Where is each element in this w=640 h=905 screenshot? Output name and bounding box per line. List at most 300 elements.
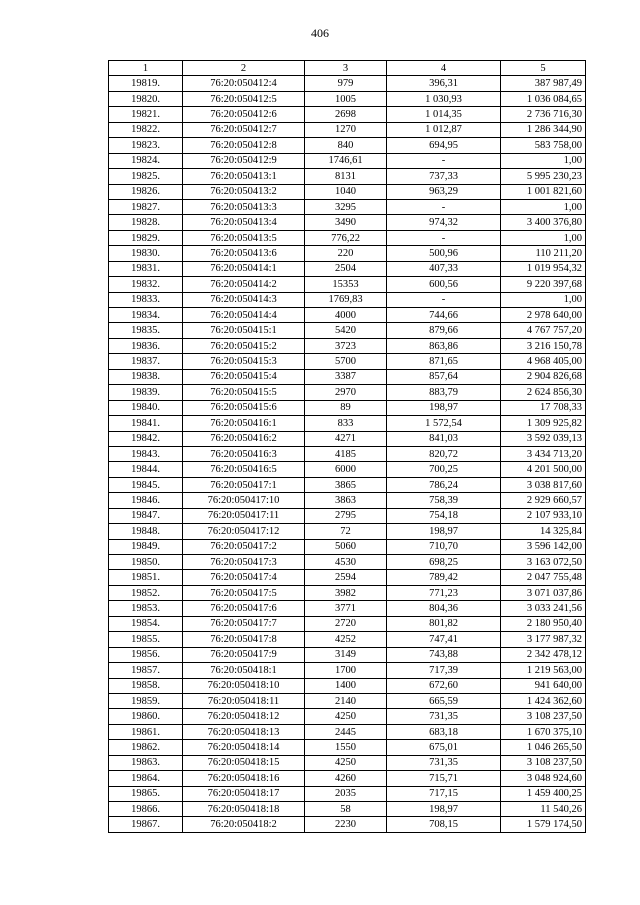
area-cell: 2795 (305, 508, 387, 523)
cadastral-value-cell: 1 459 400,25 (501, 786, 586, 801)
table-row (109, 292, 586, 307)
unit-value-cell: 744,66 (387, 308, 501, 323)
area-cell: 1746,61 (305, 153, 387, 168)
area-cell: 220 (305, 246, 387, 261)
table-row (109, 632, 586, 647)
row-number-cell: 19851. (109, 570, 183, 585)
unit-value-cell: 820,72 (387, 446, 501, 461)
unit-value-cell: 600,56 (387, 277, 501, 292)
cadastral-number-cell: 76:20:050414:2 (183, 277, 305, 292)
table-row (109, 477, 586, 492)
cadastral-value-cell: 4 201 500,00 (501, 462, 586, 477)
cadastral-value-cell: 2 736 716,30 (501, 107, 586, 122)
cadastral-value-cell: 3 216 150,78 (501, 338, 586, 353)
unit-value-cell: 715,71 (387, 771, 501, 786)
table-row (109, 508, 586, 523)
cadastral-number-cell: 76:20:050416:2 (183, 431, 305, 446)
cadastral-number-cell: 76:20:050413:2 (183, 184, 305, 199)
table-row (109, 246, 586, 261)
cadastral-number-cell: 76:20:050414:3 (183, 292, 305, 307)
cadastral-value-cell: 17 708,33 (501, 400, 586, 415)
area-cell: 2230 (305, 817, 387, 832)
table-row (109, 493, 586, 508)
cadastral-number-cell: 76:20:050416:1 (183, 416, 305, 431)
row-number-cell: 19835. (109, 323, 183, 338)
cadastral-value-cell: 3 033 241,56 (501, 601, 586, 616)
table-row (109, 369, 586, 384)
table-row (109, 431, 586, 446)
cadastral-value-cell: 4 968 405,00 (501, 354, 586, 369)
row-number-cell: 19843. (109, 446, 183, 461)
cadastral-number-cell: 76:20:050413:3 (183, 199, 305, 214)
row-number-cell: 19838. (109, 369, 183, 384)
area-cell: 2504 (305, 261, 387, 276)
cadastral-value-cell: 2 624 856,30 (501, 385, 586, 400)
cadastral-value-cell: 3 048 924,60 (501, 771, 586, 786)
cadastral-value-cell: 2 180 950,40 (501, 616, 586, 631)
unit-value-cell: 717,15 (387, 786, 501, 801)
unit-value-cell: - (387, 230, 501, 245)
unit-value-cell: 198,97 (387, 400, 501, 415)
row-number-cell: 19856. (109, 647, 183, 662)
cadastral-number-cell: 76:20:050413:6 (183, 246, 305, 261)
area-cell: 2035 (305, 786, 387, 801)
area-cell: 3865 (305, 477, 387, 492)
table-row (109, 215, 586, 230)
area-cell: 4185 (305, 446, 387, 461)
table-row (109, 786, 586, 801)
cadastral-number-cell: 76:20:050417:9 (183, 647, 305, 662)
row-number-cell: 19860. (109, 709, 183, 724)
row-number-cell: 19844. (109, 462, 183, 477)
cadastral-value-cell: 3 177 987,32 (501, 632, 586, 647)
area-cell: 840 (305, 138, 387, 153)
cadastral-number-cell: 76:20:050412:6 (183, 107, 305, 122)
row-number-cell: 19853. (109, 601, 183, 616)
row-number-cell: 19859. (109, 693, 183, 708)
unit-value-cell: 694,95 (387, 138, 501, 153)
cadastral-number-cell: 76:20:050415:1 (183, 323, 305, 338)
cadastral-value-cell: 14 325,84 (501, 524, 586, 539)
row-number-cell: 19827. (109, 199, 183, 214)
area-cell: 1270 (305, 122, 387, 137)
row-number-cell: 19848. (109, 524, 183, 539)
table-row (109, 338, 586, 353)
row-number-cell: 19865. (109, 786, 183, 801)
area-cell: 6000 (305, 462, 387, 477)
table-row (109, 555, 586, 570)
cadastral-number-cell: 76:20:050418:12 (183, 709, 305, 724)
unit-value-cell: 883,79 (387, 385, 501, 400)
area-cell: 1550 (305, 740, 387, 755)
table-row (109, 755, 586, 770)
unit-value-cell: 1 014,35 (387, 107, 501, 122)
unit-value-cell: 396,31 (387, 76, 501, 91)
cadastral-value-cell: 1 309 925,82 (501, 416, 586, 431)
unit-value-cell: 771,23 (387, 585, 501, 600)
cadastral-value-cell: 1 424 362,60 (501, 693, 586, 708)
row-number-cell: 19836. (109, 338, 183, 353)
cadastral-number-cell: 76:20:050415:2 (183, 338, 305, 353)
cadastral-value-cell: 583 758,00 (501, 138, 586, 153)
cadastral-value-cell: 3 038 817,60 (501, 477, 586, 492)
unit-value-cell: 974,32 (387, 215, 501, 230)
cadastral-value-cell: 3 434 713,20 (501, 446, 586, 461)
unit-value-cell: 879,66 (387, 323, 501, 338)
cadastral-value-cell: 2 978 640,00 (501, 308, 586, 323)
cadastral-value-cell: 1,00 (501, 199, 586, 214)
unit-value-cell: 675,01 (387, 740, 501, 755)
area-cell: 2698 (305, 107, 387, 122)
cadastral-number-cell: 76:20:050413:4 (183, 215, 305, 230)
table-row (109, 416, 586, 431)
unit-value-cell: 871,65 (387, 354, 501, 369)
row-number-cell: 19831. (109, 261, 183, 276)
cadastral-value-cell: 3 596 142,00 (501, 539, 586, 554)
row-number-cell: 19820. (109, 91, 183, 106)
cadastral-number-cell: 76:20:050412:4 (183, 76, 305, 91)
column-header-4: 4 (387, 61, 501, 76)
cadastral-value-cell: 3 108 237,50 (501, 709, 586, 724)
unit-value-cell: 857,64 (387, 369, 501, 384)
unit-value-cell: 731,35 (387, 709, 501, 724)
unit-value-cell: 804,36 (387, 601, 501, 616)
unit-value-cell: - (387, 153, 501, 168)
unit-value-cell: 743,88 (387, 647, 501, 662)
cadastral-number-cell: 76:20:050417:3 (183, 555, 305, 570)
cadastral-value-cell: 11 540,26 (501, 802, 586, 817)
cadastral-number-cell: 76:20:050417:1 (183, 477, 305, 492)
unit-value-cell: 407,33 (387, 261, 501, 276)
cadastral-number-cell: 76:20:050418:2 (183, 817, 305, 832)
table-row (109, 585, 586, 600)
cadastral-number-cell: 76:20:050417:7 (183, 616, 305, 631)
row-number-cell: 19821. (109, 107, 183, 122)
column-header-5: 5 (501, 61, 586, 76)
table-row (109, 524, 586, 539)
cadastral-value-cell: 1,00 (501, 153, 586, 168)
table-row (109, 261, 586, 276)
area-cell: 8131 (305, 169, 387, 184)
cadastral-number-cell: 76:20:050415:5 (183, 385, 305, 400)
unit-value-cell: 198,97 (387, 524, 501, 539)
cadastral-value-cell: 1 046 265,50 (501, 740, 586, 755)
cadastral-number-cell: 76:20:050415:6 (183, 400, 305, 415)
row-number-cell: 19863. (109, 755, 183, 770)
cadastral-number-cell: 76:20:050416:5 (183, 462, 305, 477)
area-cell: 776,22 (305, 230, 387, 245)
cadastral-number-cell: 76:20:050418:13 (183, 724, 305, 739)
row-number-cell: 19849. (109, 539, 183, 554)
row-number-cell: 19852. (109, 585, 183, 600)
unit-value-cell: 710,70 (387, 539, 501, 554)
cadastral-number-cell: 76:20:050417:8 (183, 632, 305, 647)
unit-value-cell: - (387, 199, 501, 214)
row-number-cell: 19862. (109, 740, 183, 755)
area-cell: 2594 (305, 570, 387, 585)
cadastral-value-cell: 1 001 821,60 (501, 184, 586, 199)
cadastral-number-cell: 76:20:050414:4 (183, 308, 305, 323)
cadastral-number-cell: 76:20:050417:6 (183, 601, 305, 616)
cadastral-value-cell: 9 220 397,68 (501, 277, 586, 292)
area-cell: 4000 (305, 308, 387, 323)
row-number-cell: 19825. (109, 169, 183, 184)
cadastral-number-cell: 76:20:050412:5 (183, 91, 305, 106)
table-row (109, 169, 586, 184)
row-number-cell: 19824. (109, 153, 183, 168)
cadastral-value-cell: 1 036 084,65 (501, 91, 586, 106)
table-row (109, 709, 586, 724)
cadastral-number-cell: 76:20:050418:14 (183, 740, 305, 755)
row-number-cell: 19855. (109, 632, 183, 647)
area-cell: 1700 (305, 663, 387, 678)
area-cell: 5060 (305, 539, 387, 554)
cadastral-number-cell: 76:20:050417:11 (183, 508, 305, 523)
area-cell: 1040 (305, 184, 387, 199)
table-row (109, 400, 586, 415)
table-row (109, 354, 586, 369)
cadastral-number-cell: 76:20:050418:11 (183, 693, 305, 708)
area-cell: 5700 (305, 354, 387, 369)
cadastral-number-cell: 76:20:050418:15 (183, 755, 305, 770)
area-cell: 58 (305, 802, 387, 817)
unit-value-cell: 963,29 (387, 184, 501, 199)
table-row (109, 91, 586, 106)
table-row (109, 570, 586, 585)
cadastral-number-cell: 76:20:050417:12 (183, 524, 305, 539)
row-number-cell: 19830. (109, 246, 183, 261)
cadastral-number-cell: 76:20:050418:10 (183, 678, 305, 693)
table-body (109, 76, 586, 832)
cadastral-value-cell: 3 108 237,50 (501, 755, 586, 770)
column-header-1: 1 (109, 61, 183, 76)
unit-value-cell: 700,25 (387, 462, 501, 477)
row-number-cell: 19864. (109, 771, 183, 786)
row-number-cell: 19823. (109, 138, 183, 153)
area-cell: 3387 (305, 369, 387, 384)
row-number-cell: 19834. (109, 308, 183, 323)
unit-value-cell: 786,24 (387, 477, 501, 492)
row-number-cell: 19822. (109, 122, 183, 137)
row-number-cell: 19826. (109, 184, 183, 199)
unit-value-cell: 863,86 (387, 338, 501, 353)
row-number-cell: 19858. (109, 678, 183, 693)
table-row (109, 817, 586, 832)
table-row (109, 740, 586, 755)
table-row (109, 601, 586, 616)
table-row (109, 277, 586, 292)
cadastral-number-cell: 76:20:050417:10 (183, 493, 305, 508)
cadastral-value-cell: 5 995 230,23 (501, 169, 586, 184)
row-number-cell: 19839. (109, 385, 183, 400)
cadastral-number-cell: 76:20:050414:1 (183, 261, 305, 276)
area-cell: 4530 (305, 555, 387, 570)
area-cell: 2140 (305, 693, 387, 708)
row-number-cell: 19846. (109, 493, 183, 508)
row-number-cell: 19829. (109, 230, 183, 245)
cadastral-number-cell: 76:20:050412:7 (183, 122, 305, 137)
unit-value-cell: 731,35 (387, 755, 501, 770)
table-row (109, 462, 586, 477)
area-cell: 3723 (305, 338, 387, 353)
cadastral-number-cell: 76:20:050418:16 (183, 771, 305, 786)
area-cell: 1005 (305, 91, 387, 106)
area-cell: 5420 (305, 323, 387, 338)
area-cell: 2970 (305, 385, 387, 400)
unit-value-cell: 198,97 (387, 802, 501, 817)
cadastral-value-cell: 2 342 478,12 (501, 647, 586, 662)
table-row (109, 107, 586, 122)
cadastral-value-cell: 2 904 826,68 (501, 369, 586, 384)
cadastral-value-cell: 2 047 755,48 (501, 570, 586, 585)
unit-value-cell: 1 572,54 (387, 416, 501, 431)
unit-value-cell: 789,42 (387, 570, 501, 585)
cadastral-value-cell: 387 987,49 (501, 76, 586, 91)
cadastral-value-cell: 1 670 375,10 (501, 724, 586, 739)
area-cell: 15353 (305, 277, 387, 292)
unit-value-cell: 758,39 (387, 493, 501, 508)
row-number-cell: 19866. (109, 802, 183, 817)
cadastral-number-cell: 76:20:050418:17 (183, 786, 305, 801)
row-number-cell: 19841. (109, 416, 183, 431)
table-row (109, 724, 586, 739)
table-row (109, 122, 586, 137)
area-cell: 3982 (305, 585, 387, 600)
table-row (109, 693, 586, 708)
table-row (109, 539, 586, 554)
table-row (109, 230, 586, 245)
cadastral-number-cell: 76:20:050416:3 (183, 446, 305, 461)
cadastral-value-cell: 1 286 344,90 (501, 122, 586, 137)
cadastral-table (108, 60, 586, 833)
unit-value-cell: - (387, 292, 501, 307)
cadastral-value-cell: 1 019 954,32 (501, 261, 586, 276)
row-number-cell: 19819. (109, 76, 183, 91)
unit-value-cell: 683,18 (387, 724, 501, 739)
cadastral-value-cell: 1 579 174,50 (501, 817, 586, 832)
area-cell: 2445 (305, 724, 387, 739)
table-row (109, 616, 586, 631)
cadastral-value-cell: 1,00 (501, 230, 586, 245)
row-number-cell: 19832. (109, 277, 183, 292)
area-cell: 4250 (305, 709, 387, 724)
cadastral-value-cell: 3 071 037,86 (501, 585, 586, 600)
area-cell: 1400 (305, 678, 387, 693)
cadastral-number-cell: 76:20:050413:5 (183, 230, 305, 245)
row-number-cell: 19845. (109, 477, 183, 492)
unit-value-cell: 747,41 (387, 632, 501, 647)
cadastral-value-cell: 3 163 072,50 (501, 555, 586, 570)
area-cell: 3149 (305, 647, 387, 662)
unit-value-cell: 717,39 (387, 663, 501, 678)
area-cell: 3490 (305, 215, 387, 230)
area-cell: 3771 (305, 601, 387, 616)
column-header-3: 3 (305, 61, 387, 76)
page-number: 406 (311, 26, 329, 40)
cadastral-number-cell: 76:20:050413:1 (183, 169, 305, 184)
area-cell: 3863 (305, 493, 387, 508)
table-row (109, 323, 586, 338)
table-row (109, 647, 586, 662)
area-cell: 833 (305, 416, 387, 431)
row-number-cell: 19861. (109, 724, 183, 739)
cadastral-value-cell: 2 107 933,10 (501, 508, 586, 523)
cadastral-value-cell: 1 219 563,00 (501, 663, 586, 678)
table-row (109, 385, 586, 400)
table-row (109, 153, 586, 168)
area-cell: 72 (305, 524, 387, 539)
area-cell: 89 (305, 400, 387, 415)
area-cell: 4252 (305, 632, 387, 647)
row-number-cell: 19840. (109, 400, 183, 415)
table-row (109, 663, 586, 678)
row-number-cell: 19857. (109, 663, 183, 678)
table-row (109, 678, 586, 693)
cadastral-number-cell: 76:20:050417:2 (183, 539, 305, 554)
cadastral-number-cell: 76:20:050417:5 (183, 585, 305, 600)
row-number-cell: 19833. (109, 292, 183, 307)
cadastral-value-cell: 941 640,00 (501, 678, 586, 693)
cadastral-number-cell: 76:20:050412:9 (183, 153, 305, 168)
row-number-cell: 19842. (109, 431, 183, 446)
unit-value-cell: 737,33 (387, 169, 501, 184)
area-cell: 3295 (305, 199, 387, 214)
unit-value-cell: 708,15 (387, 817, 501, 832)
table-row (109, 138, 586, 153)
area-cell: 2720 (305, 616, 387, 631)
cadastral-number-cell: 76:20:050415:4 (183, 369, 305, 384)
table-header (109, 61, 586, 76)
row-number-cell: 19854. (109, 616, 183, 631)
unit-value-cell: 698,25 (387, 555, 501, 570)
table-row (109, 76, 586, 91)
cadastral-value-cell: 2 929 660,57 (501, 493, 586, 508)
table-row (109, 771, 586, 786)
table-row (109, 184, 586, 199)
row-number-cell: 19828. (109, 215, 183, 230)
unit-value-cell: 665,59 (387, 693, 501, 708)
area-cell: 4250 (305, 755, 387, 770)
area-cell: 4260 (305, 771, 387, 786)
cadastral-number-cell: 76:20:050412:8 (183, 138, 305, 153)
area-cell: 1769,83 (305, 292, 387, 307)
area-cell: 4271 (305, 431, 387, 446)
unit-value-cell: 500,96 (387, 246, 501, 261)
cadastral-number-cell: 76:20:050415:3 (183, 354, 305, 369)
table-row (109, 802, 586, 817)
column-header-2: 2 (183, 61, 305, 76)
table-row (109, 446, 586, 461)
row-number-cell: 19847. (109, 508, 183, 523)
unit-value-cell: 1 030,93 (387, 91, 501, 106)
cadastral-value-cell: 4 767 757,20 (501, 323, 586, 338)
cadastral-value-cell: 1,00 (501, 292, 586, 307)
row-number-cell: 19850. (109, 555, 183, 570)
cadastral-value-cell: 3 400 376,80 (501, 215, 586, 230)
area-cell: 979 (305, 76, 387, 91)
unit-value-cell: 841,03 (387, 431, 501, 446)
table-row (109, 199, 586, 214)
cadastral-value-cell: 110 211,20 (501, 246, 586, 261)
header-row (109, 61, 586, 76)
unit-value-cell: 672,60 (387, 678, 501, 693)
unit-value-cell: 754,18 (387, 508, 501, 523)
row-number-cell: 19837. (109, 354, 183, 369)
row-number-cell: 19867. (109, 817, 183, 832)
cadastral-number-cell: 76:20:050418:1 (183, 663, 305, 678)
table-row (109, 308, 586, 323)
unit-value-cell: 1 012,87 (387, 122, 501, 137)
